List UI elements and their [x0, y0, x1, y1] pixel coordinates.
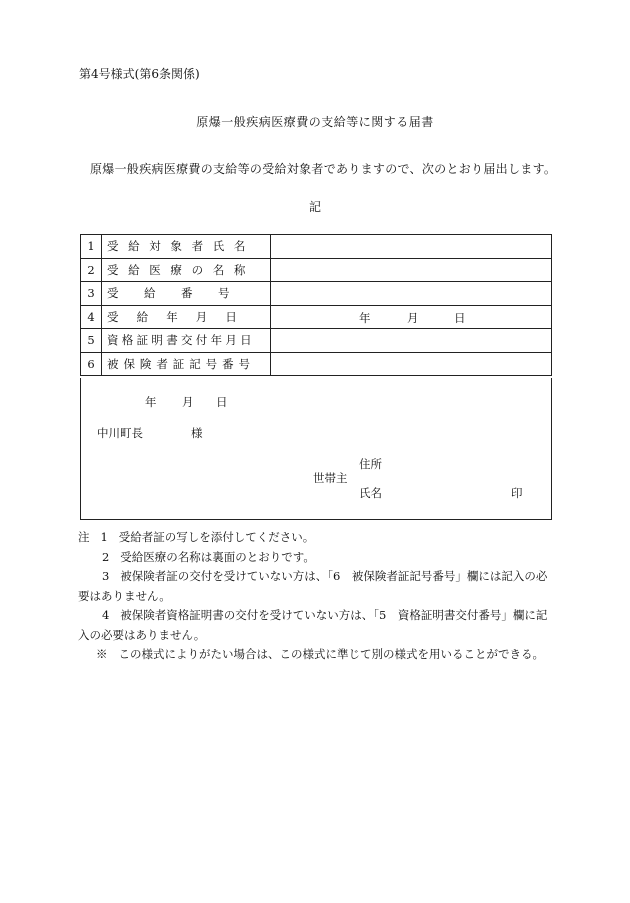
- sign-month-label: 月: [182, 395, 194, 409]
- day-label: 日: [454, 310, 466, 325]
- intro-text: 原爆一般疾病医療費の支給等の受給対象者でありますので、次のとおり届出します。: [90, 162, 557, 176]
- notes-section: [78, 528, 553, 665]
- row-number: 2: [81, 258, 102, 282]
- row-number: 6: [81, 352, 102, 376]
- note-2: 2 受給医療の名称は裏面のとおりです。: [102, 549, 315, 564]
- month-label: 月: [407, 310, 419, 325]
- row-number: 4: [81, 305, 102, 329]
- note-4: 4 被保険者資格証明書の交付を受けていない方は、「5 資格証明書交付番号」欄に記: [102, 608, 548, 622]
- sign-year-label: 年: [145, 395, 157, 409]
- row-number: 3: [81, 282, 102, 306]
- year-label: 年: [359, 310, 371, 325]
- table-row: [81, 329, 552, 353]
- signature-box: [80, 378, 552, 520]
- items-table: [80, 234, 552, 376]
- row-label: 資 格 証 明 書 交 付 年 月 日: [102, 329, 271, 353]
- table-row: [81, 235, 552, 259]
- table-row: [81, 352, 552, 376]
- row-label: 受 給 対 象 者 氏 名: [102, 235, 271, 259]
- honorific: 様: [191, 426, 203, 440]
- certificate-issue-date-field[interactable]: [271, 329, 552, 353]
- householder-label: 世帯主: [313, 471, 348, 485]
- addressee: 中川町長: [97, 426, 143, 440]
- sign-day-label: 日: [216, 395, 228, 409]
- row-number: 5: [81, 329, 102, 353]
- note-1: 注 1 受給者証の写しを添付してください。: [78, 530, 315, 544]
- insurance-card-number-field[interactable]: [271, 352, 552, 376]
- recipient-name-field[interactable]: [271, 235, 552, 259]
- table-row: [81, 258, 552, 282]
- table-row: [81, 282, 552, 306]
- recipient-number-field[interactable]: [271, 282, 552, 306]
- note-3: 3 被保険者証の交付を受けていない方は、「6 被保険者証記号番号」欄には記入の必: [102, 569, 548, 583]
- row-label: 受 給 番 号: [102, 282, 271, 306]
- medical-care-name-field[interactable]: [271, 258, 552, 282]
- receipt-date-field[interactable]: [271, 305, 552, 329]
- row-label: 受 給 年 月 日: [102, 305, 271, 329]
- table-row: [81, 305, 552, 329]
- name-label: 氏名: [359, 486, 382, 500]
- address-label: 住所: [359, 457, 382, 471]
- seal-mark: 印: [511, 486, 523, 500]
- note-4-continued: 入の必要はありません。: [78, 627, 206, 642]
- note-5: ※ この様式によりがたい場合は、この様式に準じて別の様式を用いることができる。: [96, 647, 544, 661]
- note-3-continued: 要はありません。: [78, 588, 171, 603]
- row-label: 受 給 医 療 の 名 称: [102, 258, 271, 282]
- row-label: 被 保 険 者 証 記 号 番 号: [102, 352, 271, 376]
- ki-heading: 記: [308, 200, 321, 214]
- form-number: 第4号様式(第6条関係): [79, 67, 200, 81]
- document-title: 原爆一般疾病医療費の支給等に関する届書: [196, 115, 434, 129]
- row-number: 1: [81, 235, 102, 259]
